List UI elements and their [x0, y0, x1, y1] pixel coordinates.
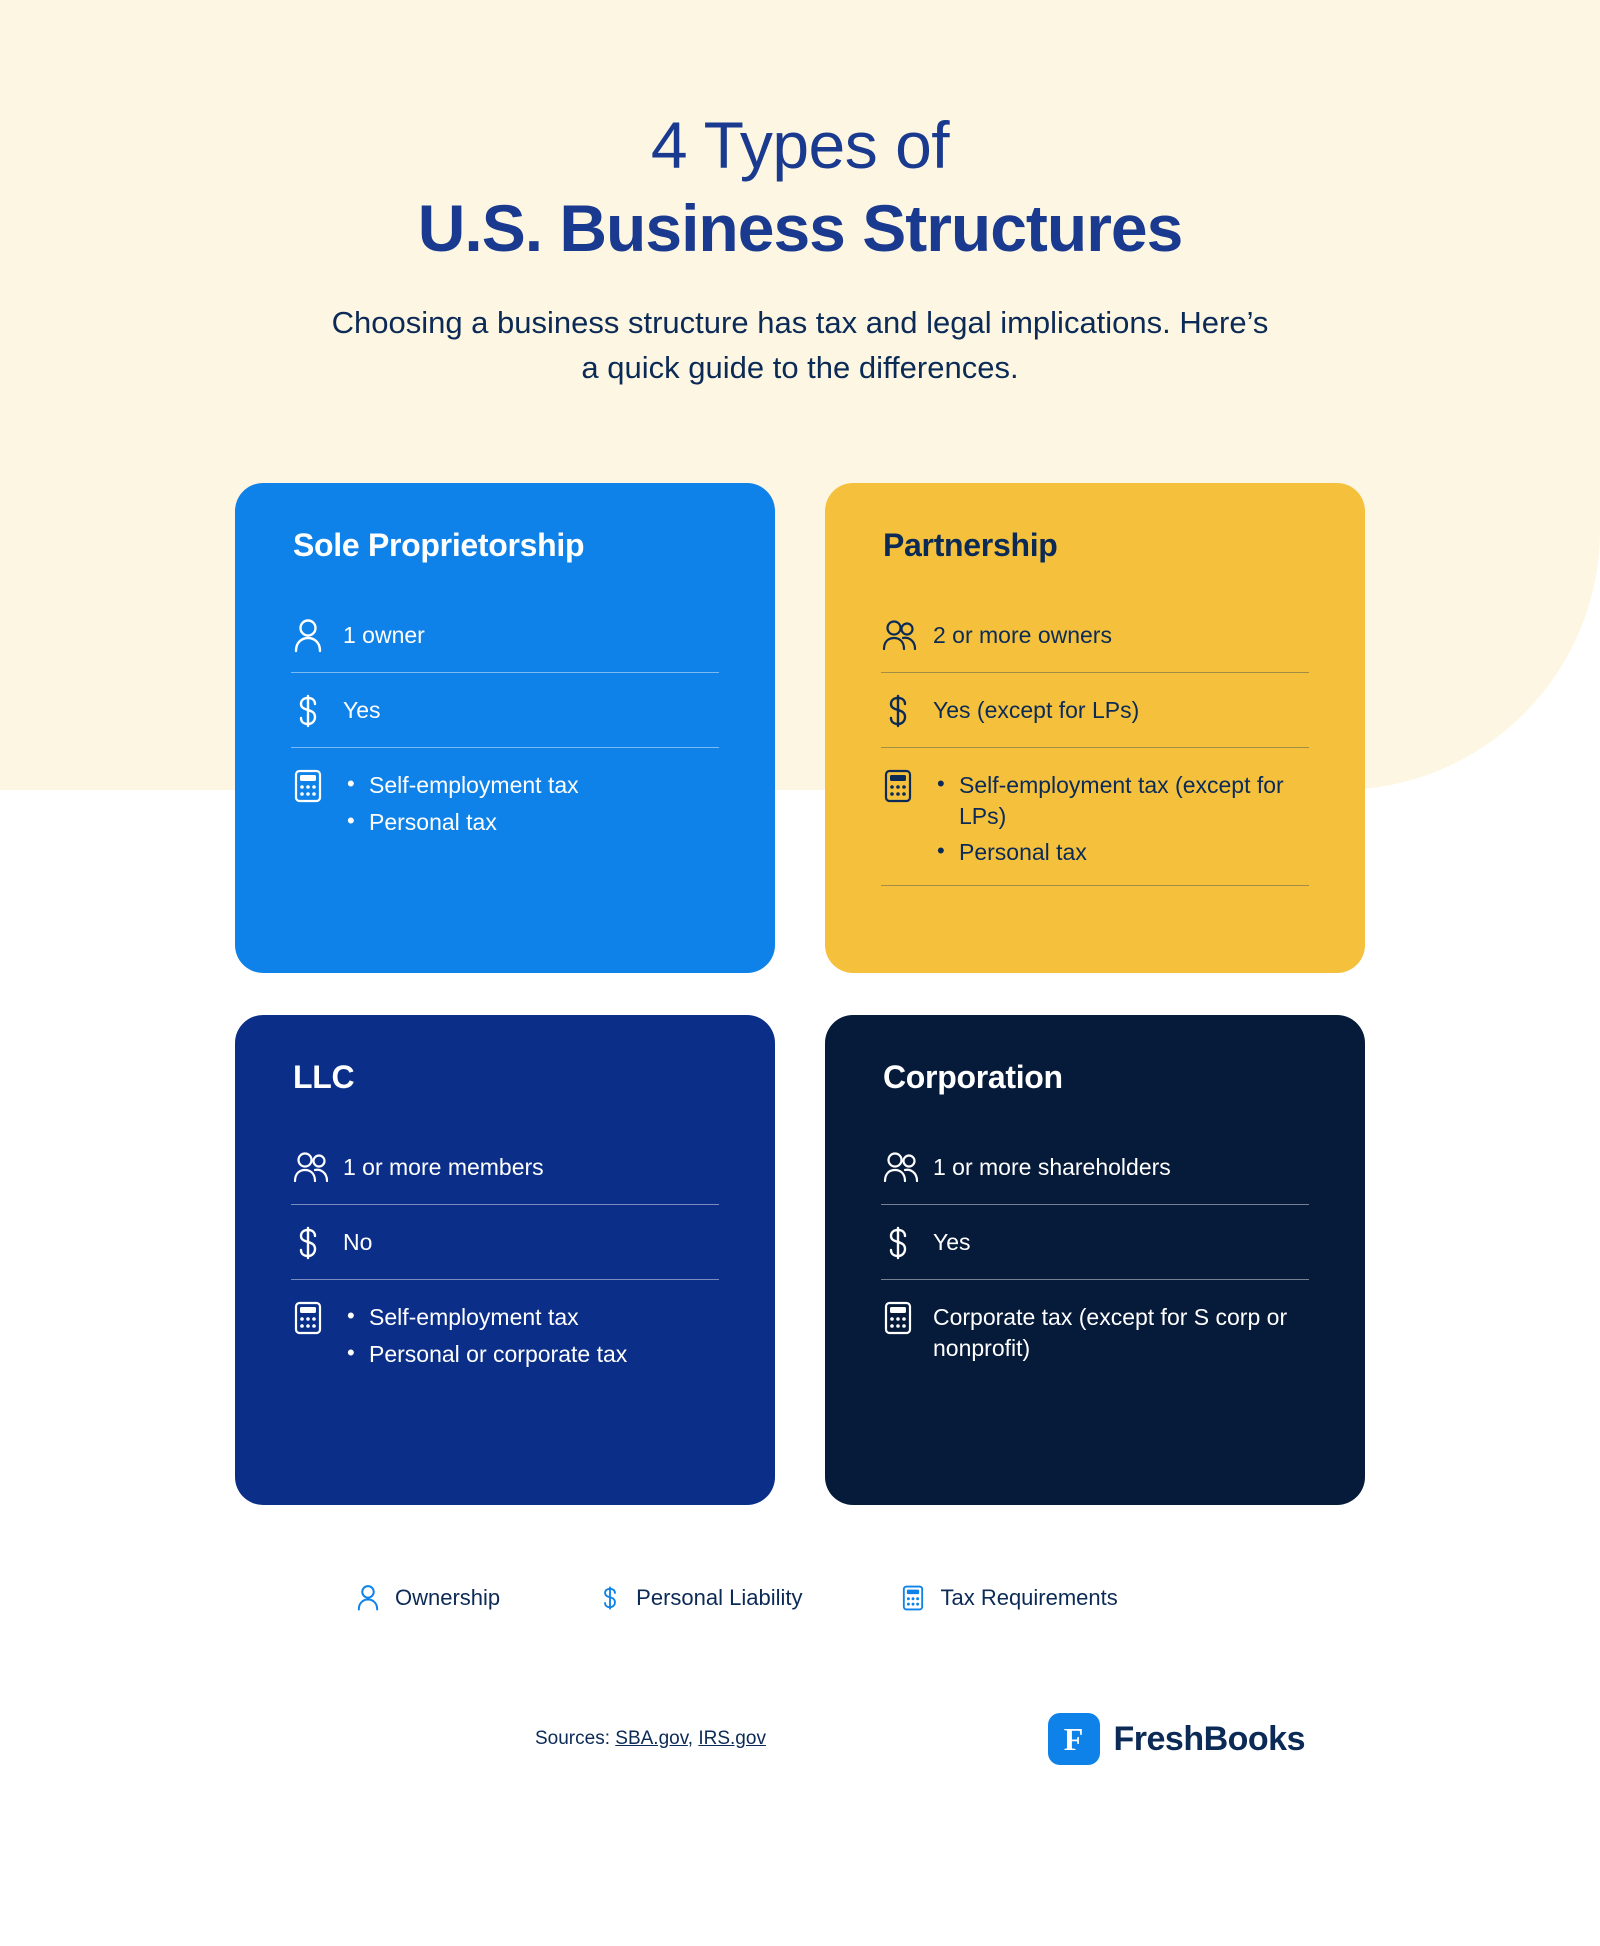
tax-list [933, 766, 1309, 867]
legend-item-personal-liability [598, 1583, 802, 1613]
source-link-irs[interactable]: IRS.gov [698, 1728, 766, 1750]
liability-value: Yes [343, 697, 381, 724]
dollar-sign-icon [881, 1223, 933, 1261]
liability-row [291, 673, 719, 748]
tax-list [343, 1298, 719, 1369]
legend-label: Ownership [395, 1585, 501, 1611]
card-partnership [825, 483, 1365, 973]
page-subtitle: Choosing a business structure has tax and legal implications. Here’s a quick guide to the differences. [331, 305, 1269, 386]
sources-line [535, 1728, 766, 1750]
source-link-sba[interactable]: SBA.gov [615, 1728, 688, 1750]
brand-name: FreshBooks [1113, 1719, 1305, 1758]
single-person-icon [291, 616, 343, 654]
tax-item: • Personal tax [959, 837, 1309, 867]
footer [235, 1713, 1365, 1765]
calculator-icon [881, 1298, 933, 1336]
liability-row [881, 673, 1309, 748]
ownership-value: 1 owner [343, 622, 425, 649]
liability-value: No [343, 1229, 373, 1256]
tax-item: • Self-employment tax [369, 1302, 719, 1332]
ownership-row [291, 598, 719, 673]
liability-row [291, 1205, 719, 1280]
calculator-icon [900, 1583, 926, 1613]
dollar-sign-icon [291, 691, 343, 729]
tax-row [291, 1280, 719, 1387]
liability-value: Yes [933, 1229, 971, 1256]
card-sole-proprietorship [235, 483, 775, 973]
card-title: Corporation [883, 1059, 1063, 1096]
liability-row [881, 1205, 1309, 1280]
card-corporation [825, 1015, 1365, 1505]
tax-value: Corporate tax (except for S corp or nonprofit) [933, 1304, 1288, 1361]
page-title-line1: 4 Types of [650, 108, 950, 182]
legend-label: Personal Liability [636, 1585, 803, 1611]
ownership-value: 2 or more owners [933, 622, 1112, 649]
dollar-sign-icon [881, 691, 933, 729]
liability-value: Yes (except for LPs) [933, 697, 1140, 724]
tax-row [881, 748, 1309, 886]
header [0, 0, 1600, 391]
single-person-icon [355, 1583, 381, 1613]
page-title-line2: U.S. Business Structures [417, 191, 1183, 265]
tax-item: • Self-employment tax (except for LPs) [959, 770, 1309, 831]
legend-item-ownership [355, 1583, 500, 1613]
dollar-sign-icon [598, 1583, 622, 1613]
source-separator: , [687, 1728, 699, 1750]
card-title: Partnership [883, 527, 1058, 564]
group-people-icon [291, 1148, 343, 1186]
card-llc [235, 1015, 775, 1505]
ownership-row [881, 598, 1309, 673]
freshbooks-logo [1048, 1713, 1306, 1765]
tax-item: • Personal tax [369, 807, 719, 837]
calculator-icon [291, 766, 343, 804]
legend-item-tax-requirements [900, 1583, 1117, 1613]
tax-row [881, 1280, 1309, 1381]
card-title: LLC [293, 1059, 355, 1096]
legend-label: Tax Requirements [940, 1585, 1118, 1611]
freshbooks-mark-icon: F [1048, 1713, 1100, 1765]
card-title: Sole Proprietorship [293, 527, 585, 564]
sources-prefix: Sources: [535, 1728, 616, 1750]
ownership-value: 1 or more members [343, 1154, 544, 1181]
dollar-sign-icon [291, 1223, 343, 1261]
ownership-value: 1 or more shareholders [933, 1154, 1171, 1181]
group-people-icon [881, 1148, 933, 1186]
tax-item: • Self-employment tax [369, 770, 719, 800]
cards-grid [235, 391, 1365, 1505]
calculator-icon [291, 1298, 343, 1336]
legend [235, 1583, 1365, 1613]
tax-list [343, 766, 719, 837]
two-people-icon [881, 616, 933, 654]
ownership-row [881, 1130, 1309, 1205]
tax-row [291, 748, 719, 855]
calculator-icon [881, 766, 933, 804]
tax-item: • Personal or corporate tax [369, 1339, 719, 1369]
ownership-row [291, 1130, 719, 1205]
